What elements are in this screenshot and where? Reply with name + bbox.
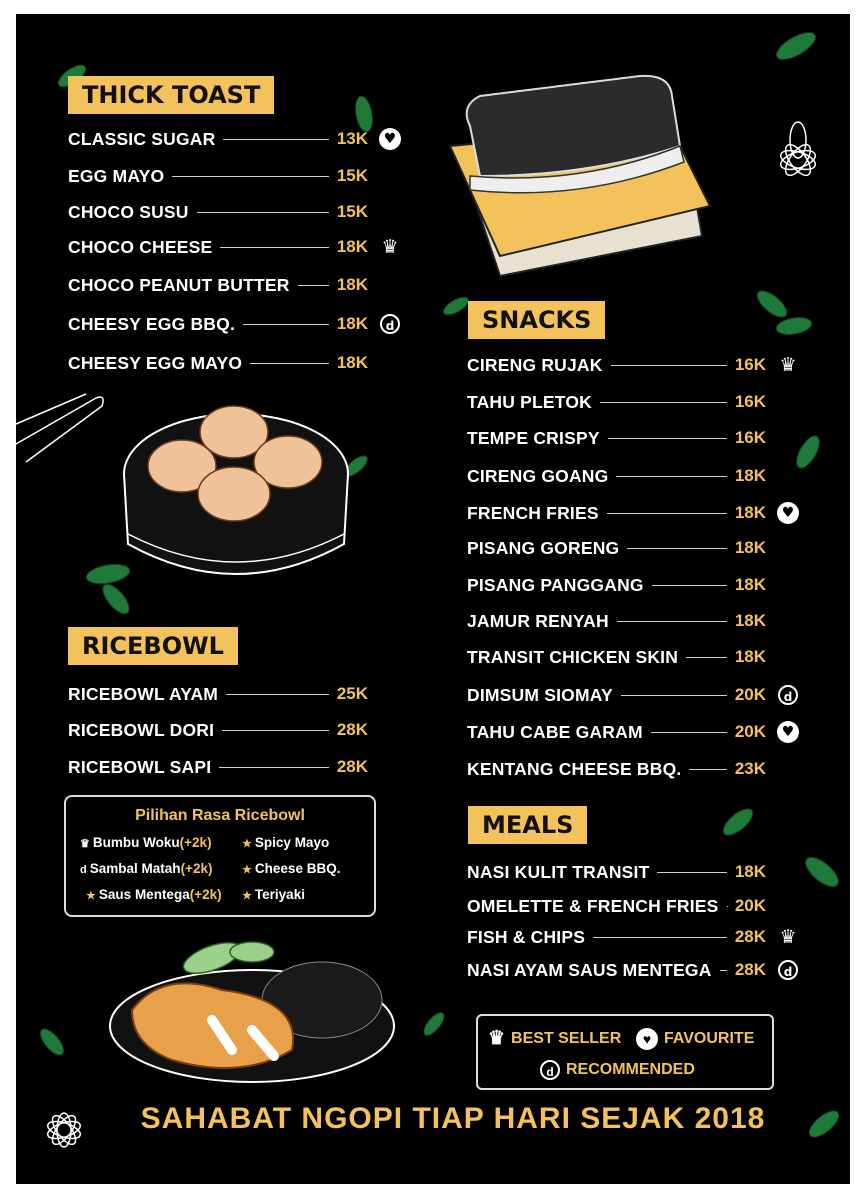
menu-item-leader-line (593, 937, 727, 938)
menu-item-badge (776, 958, 800, 982)
menu-item (68, 312, 368, 336)
recommended-icon: d (778, 960, 798, 980)
menu-item-price: 28K (336, 720, 368, 739)
menu-item-price: 18K (336, 353, 368, 372)
ricebowl-option-label: Cheese BBQ. (254, 861, 341, 876)
legend-favourite-label: FAVOURITE (664, 1030, 755, 1047)
menu-item (467, 925, 766, 949)
leaf-icon (801, 852, 843, 892)
menu-item-name: NASI AYAM SAUS MENTEGA (467, 959, 712, 980)
leaf-icon (36, 1025, 67, 1059)
star-icon: ★ (86, 890, 99, 902)
ricebowl-option (80, 861, 212, 876)
star-icon: ★ (242, 890, 255, 902)
menu-item-name: TRANSIT CHICKEN SKIN (467, 646, 679, 667)
leaf-icon (719, 804, 757, 839)
menu-item-leader-line (219, 767, 329, 768)
section-title-ricebowl: RICEBOWL (68, 627, 238, 665)
menu-item-name: RICEBOWL SAPI (68, 756, 212, 777)
menu-item-name: TAHU CABE GARAM (467, 721, 643, 742)
menu-item (467, 536, 766, 560)
menu-board (16, 14, 850, 1184)
menu-item-name: CHEESY EGG BBQ. (68, 313, 236, 334)
ricebowl-option (86, 887, 222, 902)
menu-item-badge (776, 925, 800, 949)
menu-item (467, 757, 766, 781)
menu-item (68, 273, 368, 297)
menu-item (467, 390, 766, 414)
menu-item-leader-line (607, 513, 727, 514)
menu-item-leader-line (243, 324, 329, 325)
menu-item (68, 235, 368, 259)
ricebowl-options-box (64, 795, 376, 917)
menu-item-price: 16K (734, 428, 766, 447)
menu-item-leader-line (222, 730, 329, 731)
leaf-icon (441, 294, 471, 318)
tongs-icon (16, 394, 103, 462)
ricebowl-option (242, 835, 329, 850)
ricebowl-option-extra: (+2k) (189, 887, 222, 902)
ricebowl-option-extra: (+2k) (180, 861, 213, 876)
menu-item-leader-line (720, 970, 727, 971)
menu-item-price: 28K (336, 757, 368, 776)
ricebowl-option (80, 835, 212, 850)
crown-icon: ♛ (488, 1028, 506, 1049)
menu-item-name: RICEBOWL DORI (68, 719, 215, 740)
leaf-icon (420, 1009, 447, 1038)
menu-item-leader-line (657, 872, 726, 873)
menu-item-price: 23K (734, 759, 766, 778)
menu-item-badge (776, 353, 800, 377)
ricebowl-option (242, 861, 340, 876)
menu-item-name: CHOCO SUSU (68, 201, 189, 222)
menu-item-leader-line (600, 402, 727, 403)
menu-item-price: 20K (734, 722, 766, 741)
menu-item-price: 20K (734, 685, 766, 704)
menu-item-name: FISH & CHIPS (467, 926, 586, 947)
menu-item-leader-line (220, 247, 328, 248)
flower-icon (778, 122, 817, 179)
menu-item-price: 18K (734, 503, 766, 522)
toast-illustration (440, 66, 740, 286)
heart-icon: ♥ (379, 128, 401, 150)
menu-item (467, 860, 766, 884)
dimsum-illustration (116, 394, 356, 604)
menu-item-leader-line (689, 769, 726, 770)
heart-icon: ♥ (636, 1028, 658, 1050)
ricebowl-option (242, 887, 305, 902)
menu-item-price: 20K (734, 896, 766, 915)
menu-item-name: EGG MAYO (68, 165, 165, 186)
menu-item-name: OMELETTE & FRENCH FRIES (467, 895, 719, 916)
menu-item-leader-line (611, 365, 727, 366)
crown-icon: ♛ (779, 926, 797, 948)
leaf-icon (792, 432, 824, 471)
menu-item (467, 894, 766, 918)
crown-icon: ♛ (779, 354, 797, 376)
menu-item-price: 16K (734, 392, 766, 411)
menu-item-name: FRENCH FRIES (467, 502, 599, 523)
menu-item-name: CLASSIC SUGAR (68, 128, 216, 149)
menu-item-price: 18K (734, 862, 766, 881)
menu-item-leader-line (627, 548, 726, 549)
menu-item-name: CIRENG GOANG (467, 465, 609, 486)
menu-item-name: CHOCO PEANUT BUTTER (68, 274, 290, 295)
legend-best-seller-label: BEST SELLER (511, 1030, 622, 1047)
menu-item-price: 18K (336, 237, 368, 256)
badge-legend (476, 1014, 774, 1090)
menu-item-leader-line (686, 657, 727, 658)
menu-item-badge (378, 127, 402, 151)
menu-item-leader-line (223, 139, 328, 140)
menu-item (68, 200, 368, 224)
menu-item (467, 573, 766, 597)
menu-item-price: 15K (336, 166, 368, 185)
leaf-icon (772, 27, 819, 65)
star-icon: ★ (242, 864, 255, 876)
menu-item (68, 127, 368, 151)
menu-item-name: JAMUR RENYAH (467, 610, 609, 631)
ricebowl-option-label: Sambal Matah (89, 861, 181, 876)
legend-recommended (540, 1060, 695, 1080)
menu-item-leader-line (197, 212, 329, 213)
chicken-plate-illustration (102, 930, 402, 1090)
menu-item-price: 18K (734, 466, 766, 485)
menu-item-badge (776, 683, 800, 707)
ricebowl-options-title: Pilihan Rasa Ricebowl (135, 807, 305, 824)
ricebowl-option-extra: (+2k) (179, 835, 212, 850)
legend-recommended-label: RECOMMENDED (566, 1061, 695, 1078)
crown-icon: ♛ (381, 236, 399, 258)
menu-item-price: 25K (336, 684, 368, 703)
menu-item (467, 683, 766, 707)
menu-item (68, 755, 368, 779)
menu-item-price: 13K (336, 129, 368, 148)
crown-icon: ♛ (80, 838, 93, 850)
recommended-icon: d (80, 864, 90, 876)
menu-item-name: NASI KULIT TRANSIT (467, 861, 650, 882)
menu-item (467, 501, 766, 525)
menu-item-name: PISANG PANGGANG (467, 574, 644, 595)
ricebowl-option-label: Saus Mentega (98, 887, 190, 902)
slogan: SAHABAT NGOPI TIAP HARI SEJAK 2018 (140, 1102, 766, 1135)
menu-item (68, 164, 368, 188)
menu-item-price: 18K (734, 611, 766, 630)
star-icon: ★ (242, 838, 255, 850)
menu-item-price: 18K (336, 275, 368, 294)
menu-item (467, 645, 766, 669)
heart-icon: ♥ (777, 502, 799, 524)
section-title-meals: MEALS (468, 806, 587, 844)
menu-item-badge (776, 720, 800, 744)
legend-favourite (636, 1028, 754, 1050)
menu-item-price: 16K (734, 355, 766, 374)
leaf-icon (775, 315, 813, 337)
menu-item (467, 464, 766, 488)
menu-item (467, 720, 766, 744)
menu-item-leader-line (608, 438, 727, 439)
menu-item (467, 426, 766, 450)
menu-item-price: 28K (734, 960, 766, 979)
menu-item-leader-line (652, 585, 727, 586)
menu-item-name: KENTANG CHEESE BBQ. (467, 758, 682, 779)
menu-item-badge (378, 235, 402, 259)
menu-item-name: TAHU PLETOK (467, 391, 593, 412)
menu-item-leader-line (617, 621, 727, 622)
legend-best-seller (488, 1028, 621, 1050)
menu-item-badge (776, 501, 800, 525)
heart-icon: ♥ (777, 721, 799, 743)
menu-item-price: 15K (336, 202, 368, 221)
recommended-icon: d (380, 314, 400, 334)
leaf-icon (753, 286, 791, 321)
menu-item (68, 351, 368, 375)
ricebowl-option-label: Spicy Mayo (254, 835, 330, 850)
section-title-thick-toast: THICK TOAST (68, 76, 274, 114)
ricebowl-option-label: Teriyaki (254, 887, 305, 902)
recommended-icon: d (540, 1060, 560, 1080)
menu-item-leader-line (616, 476, 726, 477)
section-title-snacks: SNACKS (468, 301, 605, 339)
menu-item-name: CHOCO CHEESE (68, 236, 213, 257)
menu-item-price: 28K (734, 927, 766, 946)
menu-item-leader-line (172, 176, 329, 177)
menu-item-badge (378, 312, 402, 336)
menu-item (467, 609, 766, 633)
ricebowl-option-label: Bumbu Woku (92, 835, 180, 850)
menu-item-leader-line (651, 732, 727, 733)
menu-item-name: RICEBOWL AYAM (68, 683, 219, 704)
menu-item (467, 353, 766, 377)
menu-item (68, 682, 368, 706)
menu-item-price: 18K (336, 314, 368, 333)
menu-item-name: CIRENG RUJAK (467, 354, 603, 375)
menu-item-leader-line (250, 363, 329, 364)
menu-item (68, 718, 368, 742)
menu-item (467, 958, 766, 982)
menu-item-price: 18K (734, 538, 766, 557)
menu-item-name: TEMPE CRISPY (467, 427, 600, 448)
menu-item-name: PISANG GORENG (467, 537, 620, 558)
menu-item-leader-line (621, 695, 727, 696)
recommended-icon: d (778, 685, 798, 705)
menu-item-leader-line (226, 694, 329, 695)
menu-item-leader-line (298, 285, 329, 286)
menu-item-name: CHEESY EGG MAYO (68, 352, 243, 373)
menu-item-price: 18K (734, 575, 766, 594)
menu-item-name: DIMSUM SIOMAY (467, 684, 613, 705)
menu-item-price: 18K (734, 647, 766, 666)
